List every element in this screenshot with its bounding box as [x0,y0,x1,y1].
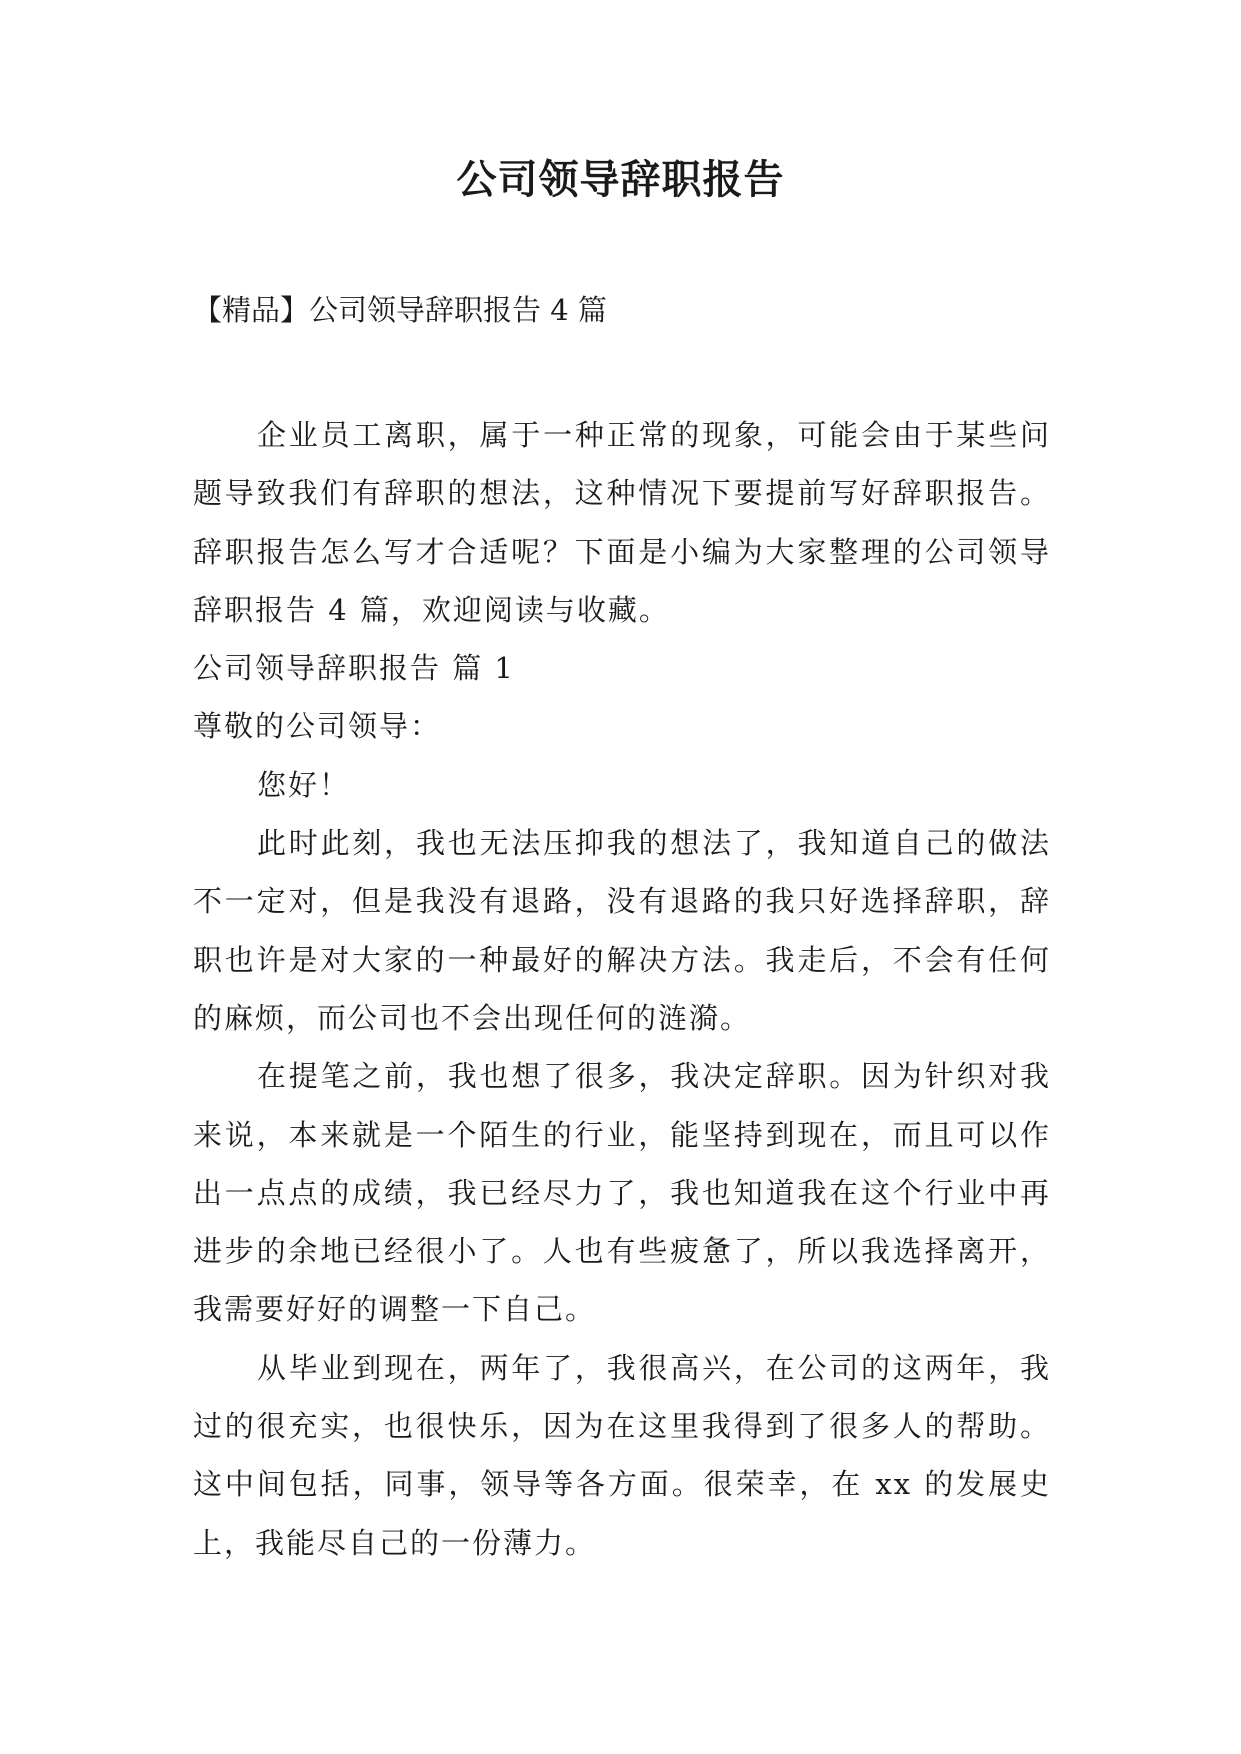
document-body [193,406,1051,1572]
greeting: 您好！ [257,767,351,802]
section-heading: 公司领导辞职报告 篇 1 [193,651,515,686]
document-title: 公司领导辞职报告 [456,156,785,203]
salutation: 尊敬的公司领导： [193,709,442,744]
document-subtitle: 【精品】公司领导辞职报告 4 篇 [193,293,607,327]
body-paragraph: 从毕业到现在，两年了，我很高兴，在公司的这两年，我过的很充实，也很快乐，因为在这里我得到了很多人的帮助。这中间包括，同事，领导等各方面。很荣幸，在 xx 的发展史上，我能尽自己的一份薄力。 [193,1350,1051,1560]
body-paragraph: 此时此刻，我也无法压抑我的想法了，我知道自己的做法不一定对，但是我没有退路，没有退路的我只好选择辞职，辞职也许是对大家的一种最好的解决方法。我走后，不会有任何的麻烦，而公司也不会出现任何的涟漪。 [193,826,1051,1035]
body-paragraph: 在提笔之前，我也想了很多，我决定辞职。因为针织对我来说，本来就是一个陌生的行业，能坚持到现在，而且可以作出一点点的成绩，我已经尽力了，我也知道我在这个行业中再进步的余地已经很小了。人也有些疲惫了，所以我选择离开，我需要好好的调整一下自己。 [193,1059,1051,1327]
intro-paragraph: 企业员工离职，属于一种正常的现象，可能会由于某些问题导致我们有辞职的想法，这种情况下要提前写好辞职报告。辞职报告怎么写才合适呢？下面是小编为大家整理的公司领导辞职报告 4 篇，欢迎阅读与收藏。 [193,418,1051,627]
